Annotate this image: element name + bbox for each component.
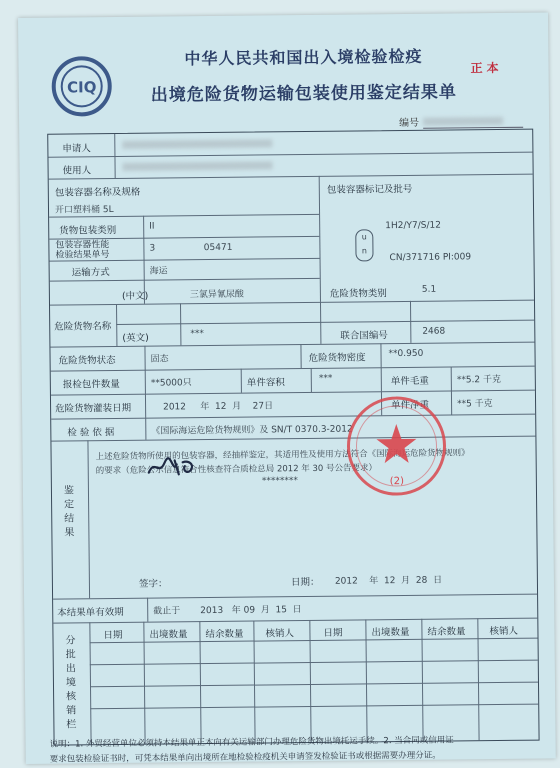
- date-label: 日期：: [290, 576, 320, 589]
- transport-value: 海运: [149, 266, 168, 277]
- serial-value-redacted: [423, 116, 523, 129]
- date-value: 2012 年 12 月 28 日: [334, 575, 443, 587]
- form-table: [47, 129, 539, 746]
- inspected-qty-label: 报检包件数量: [62, 378, 120, 391]
- dg-class-value: 5.1: [421, 284, 437, 295]
- container-mark-label: 包装容器标记及批号: [326, 183, 413, 196]
- container-name-label: 包装容器名称及规格: [54, 186, 141, 199]
- transport-label: 运输方式: [71, 267, 110, 279]
- net-weight-value: **5 千克: [457, 399, 493, 410]
- dg-class-label: 危险货物类别: [329, 288, 387, 300]
- basis-label: 检 验 依 据: [67, 427, 115, 439]
- copy-type-badge: 正本: [470, 60, 503, 76]
- conclusion-label: 鉴定结果: [63, 485, 75, 539]
- gross-weight-value: **5.2 千克: [456, 374, 502, 386]
- filling-date-label: 危险货物灌装日期: [55, 402, 132, 415]
- official-seal: [344, 394, 449, 499]
- batch-header-date-2: 日期: [323, 627, 343, 639]
- validity-value: 截止于 2013 年 09 月 15 日: [153, 605, 302, 617]
- dg-state-value: 固态: [150, 354, 169, 365]
- user-label: 使用人: [62, 165, 92, 177]
- filling-date-value: 2012 年 12 月 27日: [163, 401, 274, 413]
- container-name-value: 开口塑料桶 5L: [54, 205, 114, 216]
- net-weight-label: 单件净重: [391, 399, 430, 412]
- applicant-value-redacted: [122, 138, 272, 150]
- un-no-label: 联合国编号: [340, 330, 388, 342]
- conclusion-line2: 的要求（危险公示信息符合性核查符合质检总局 2012 年 30 号公告要求）: [95, 463, 378, 477]
- unit-volume-value: ***: [318, 373, 333, 384]
- batch-header-verifier-1: 核销人: [265, 628, 295, 640]
- svg-text:CIQ: CIQ: [66, 78, 97, 97]
- un-no-value: 2468: [422, 326, 446, 337]
- inspected-qty-value: **5000只: [150, 378, 192, 389]
- perf-cert-label: 包装容器性能 检验结果单号: [55, 240, 110, 261]
- container-mark-line1: 1H2/Y7/S/12: [385, 220, 441, 232]
- perf-cert-value: 3 05471: [149, 242, 233, 254]
- handwritten-signature: [145, 452, 201, 481]
- notes-line2: 要求包装检验证书时，可凭本结果单向出境所在地检验检疫机关申请签发检验证书或根据需要办理分证。: [49, 750, 441, 765]
- svg-text:(2): (2): [389, 475, 405, 488]
- cn-label: (中文): [121, 290, 149, 302]
- un-packaging-symbol: u n: [355, 229, 373, 261]
- certificate-sheet: [18, 12, 556, 764]
- batch-header-balance-qty-1: 结余数量: [205, 628, 244, 641]
- basis-value: 《国际海运危险货物规则》及 SN/T 0370.3-2012: [151, 424, 353, 437]
- batch-header-balance-qty-2: 结余数量: [427, 626, 466, 638]
- title-line1: 中华人民共和国出入境检验检疫: [184, 46, 423, 69]
- en-label: (英文): [122, 332, 149, 344]
- validity-label: 本结果单有效期: [57, 606, 124, 619]
- container-mark-line2: CN/371716 PI:009: [389, 252, 472, 264]
- dg-state-label: 危险货物状态: [58, 354, 116, 367]
- dg-density-value: **0.950: [388, 348, 424, 360]
- conclusion-line3: ********: [261, 476, 298, 487]
- batch-header-date-1: 日期: [103, 629, 123, 642]
- batch-header-export-qty-1: 出境数量: [149, 629, 188, 641]
- cn-value: 三氯异氰尿酸: [189, 289, 244, 301]
- notes: [50, 732, 550, 767]
- pkg-category-value: II: [149, 221, 155, 232]
- title-line2: 出境危险货物运输包装使用鉴定结果单: [150, 82, 457, 106]
- ciq-logo: [50, 55, 113, 118]
- notes-line1: 说明：1. 外贸经营单位必须持本结果单正本向有关运输部门办理危险货物出境托运手续。2. 当合同或信用证: [49, 735, 454, 750]
- user-value-redacted: [123, 160, 273, 172]
- dg-density-label: 危险货物密度: [308, 352, 366, 364]
- batch-header-verifier-2: 核销人: [489, 625, 519, 638]
- en-value: ***: [190, 329, 204, 340]
- serial-label: 编号: [399, 117, 420, 130]
- gross-weight-label: 单件毛重: [390, 375, 429, 388]
- pkg-category-label: 货物包装类别: [59, 224, 117, 237]
- applicant-label: 申请人: [62, 143, 91, 155]
- unit-volume-label: 单件容积: [246, 377, 285, 389]
- dg-name-label: 危险货物名称: [54, 321, 112, 333]
- sign-label: 签字：: [138, 578, 168, 590]
- conclusion-line1: 上述危险货物所使用的包装容器，经抽样鉴定，其适用性及使用方法符合《国际海运危险货物规则》: [95, 448, 470, 463]
- serial-number: [399, 113, 523, 129]
- batch-header-export-qty-2: 出境数量: [371, 626, 410, 639]
- batch-label: 分批出境核销栏: [65, 635, 77, 731]
